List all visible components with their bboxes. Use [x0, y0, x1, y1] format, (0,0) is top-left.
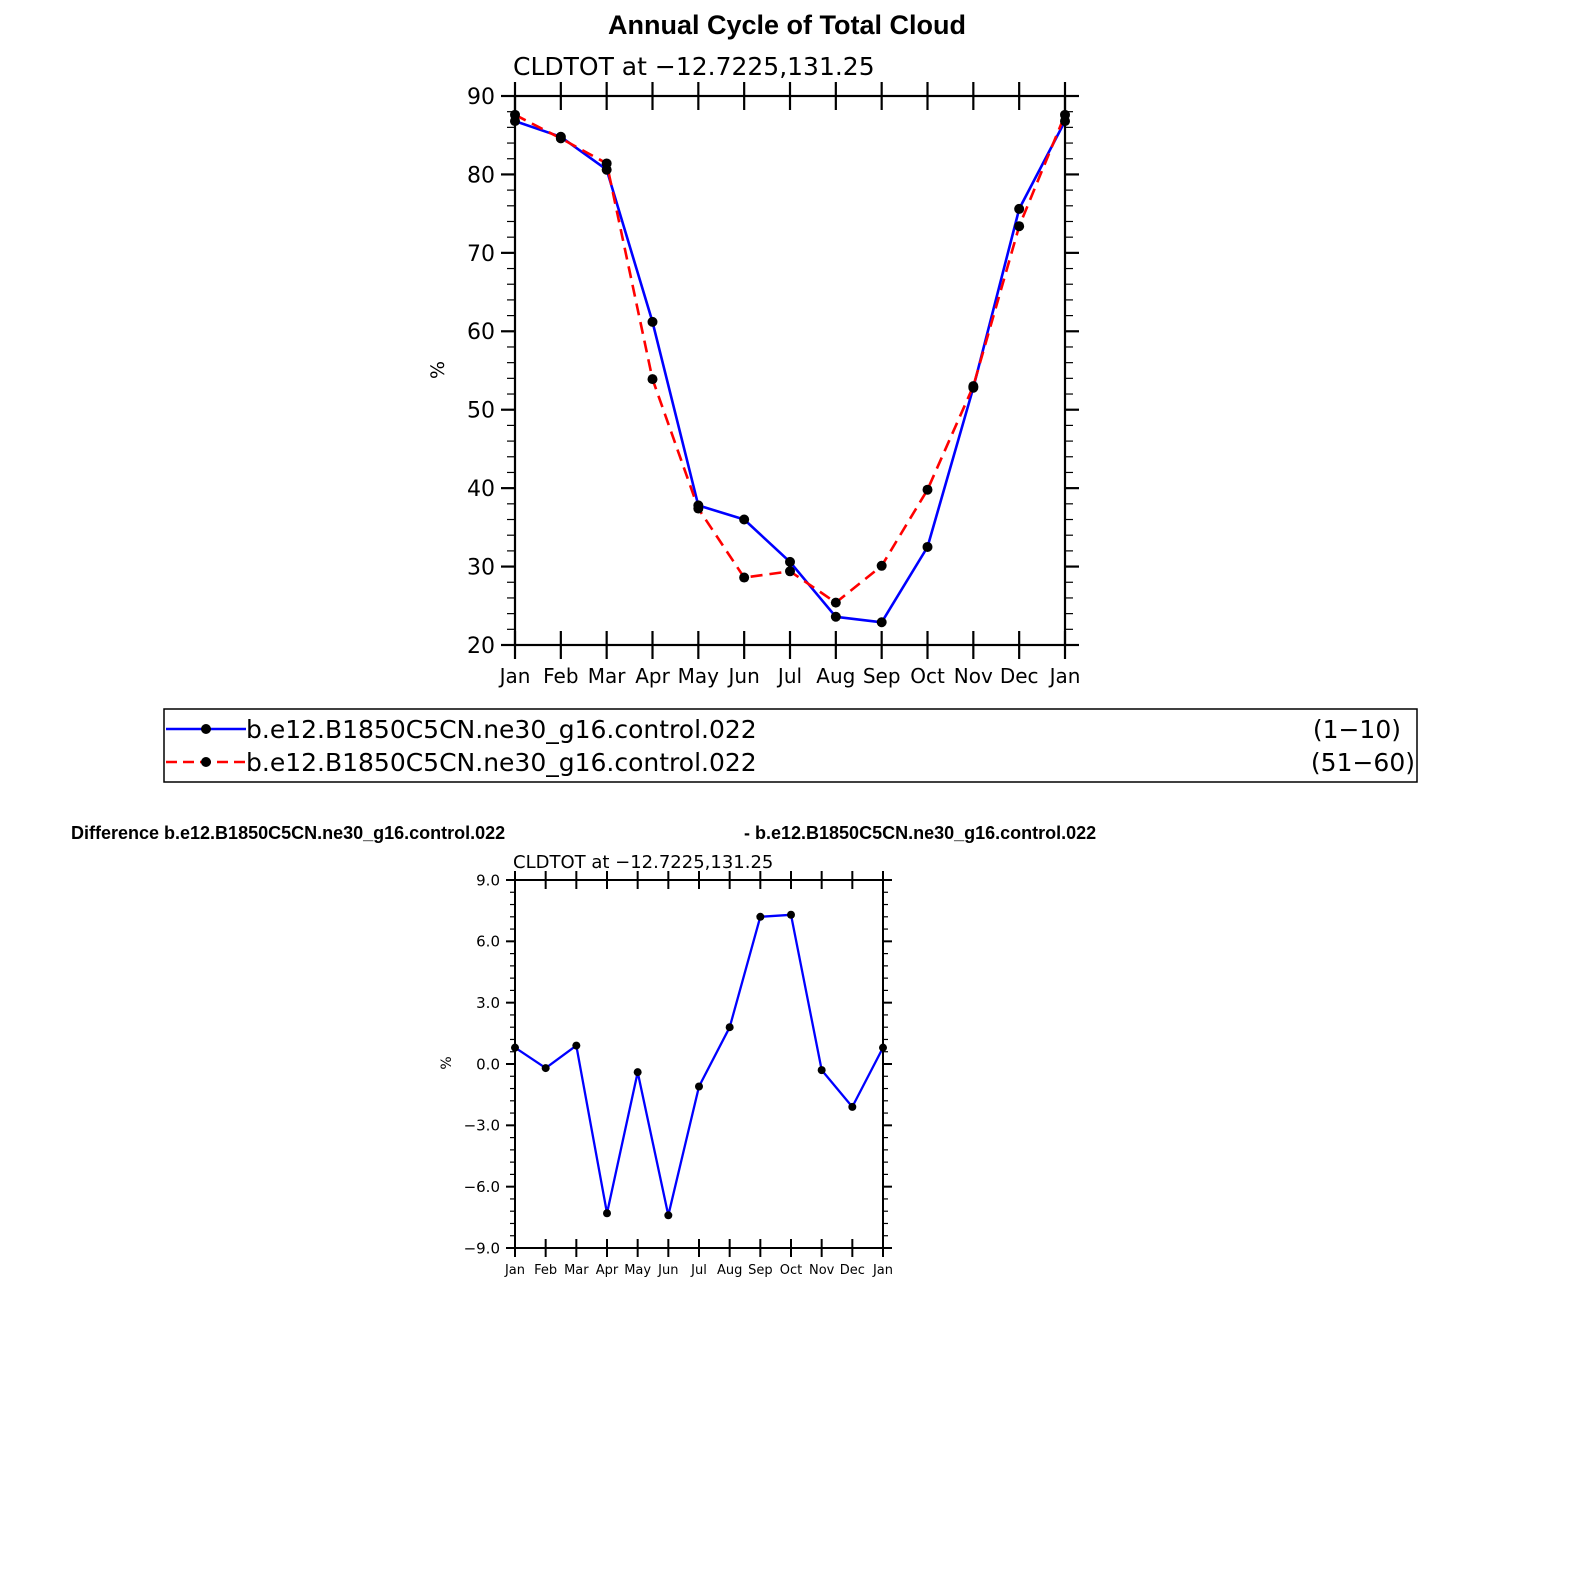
- chart1-xtick-label: Dec: [999, 664, 1039, 688]
- chart1-ytick-label: 50: [467, 398, 495, 424]
- chart2-xtick-label: Jan: [872, 1263, 894, 1278]
- chart2-frame: [515, 880, 883, 1248]
- chart2-xtick-label: May: [624, 1263, 652, 1278]
- chart1-series-1-point: [831, 612, 841, 622]
- chart2-xtick-label: Jan: [504, 1263, 526, 1278]
- chart2-series-1-point: [542, 1064, 550, 1072]
- chart1-series-2-point: [693, 504, 703, 514]
- chart1-xtick-label: Jan: [1049, 664, 1081, 688]
- chart2-series-1-point: [787, 911, 795, 919]
- chart2-series-1-point: [695, 1082, 703, 1090]
- chart2-series-1-point: [634, 1068, 642, 1076]
- chart2-series-1-point: [603, 1209, 611, 1217]
- chart1-xtick-label: Aug: [816, 664, 856, 688]
- chart2-xtick-label: Oct: [779, 1263, 803, 1278]
- annual-cycle-chart: [427, 52, 1080, 688]
- chart1-xtick-label: Nov: [953, 664, 993, 688]
- chart2-xtick-label: Dec: [839, 1263, 865, 1278]
- chart1-series-2-line: [515, 115, 1065, 603]
- chart1-xtick-label: Sep: [862, 664, 901, 688]
- chart2-series-1-line: [515, 915, 883, 1216]
- chart2-series-1-point: [664, 1211, 672, 1219]
- chart2-ytick-label: 9.0: [476, 871, 500, 890]
- diff-title-right: - b.e12.B1850C5CN.ne30_g16.control.022: [744, 823, 1097, 843]
- chart1-xtick-label: Oct: [910, 664, 945, 688]
- chart1-series-2-point: [923, 485, 933, 495]
- chart1-series-2-point: [877, 561, 887, 571]
- legend-range-2: (51−60): [1310, 748, 1415, 777]
- chart1-series-1-point: [877, 617, 887, 627]
- chart2-series-1-point: [726, 1023, 734, 1031]
- legend-label-1: b.e12.B1850C5CN.ne30_g16.control.022: [246, 715, 757, 744]
- chart1-series-2-point: [785, 566, 795, 576]
- chart2-xtick-label: Nov: [808, 1263, 835, 1278]
- chart1-series-1-point: [739, 515, 749, 525]
- chart2-subtitle: CLDTOT at −12.7225,131.25: [513, 852, 774, 873]
- chart1-series-2-point: [556, 133, 566, 143]
- chart2-ytick-label: 0.0: [476, 1055, 500, 1074]
- chart1-ytick-label: 70: [467, 241, 495, 267]
- chart1-xtick-label: Feb: [543, 664, 579, 688]
- chart1-xtick-label: Jun: [728, 664, 760, 688]
- chart2-series-1-point: [756, 913, 764, 921]
- chart1-subtitle: CLDTOT at −12.7225,131.25: [513, 52, 875, 81]
- chart2-series-1-point: [848, 1103, 856, 1111]
- legend-marker-1: [201, 724, 211, 734]
- chart1-xtick-label: May: [677, 664, 720, 688]
- chart2-xtick-label: Jun: [658, 1263, 679, 1278]
- chart2-series-1-point: [572, 1042, 580, 1050]
- chart2-ytick-label: −3.0: [463, 1116, 500, 1135]
- chart2-xtick-label: Mar: [564, 1263, 589, 1278]
- chart2-xtick-label: Aug: [716, 1263, 743, 1278]
- chart1-xtick-label: Apr: [635, 664, 670, 688]
- chart1-series-1-point: [785, 557, 795, 567]
- chart1-xtick-label: Jul: [777, 664, 803, 688]
- legend: [164, 709, 1417, 782]
- chart1-ytick-label: 80: [467, 163, 495, 189]
- chart2-ytick-label: 6.0: [476, 932, 500, 951]
- chart1-ytick-label: 30: [467, 555, 495, 581]
- chart1-xtick-label: Mar: [587, 664, 626, 688]
- chart2-series-1-point: [818, 1066, 826, 1074]
- chart1-ytick-label: 60: [467, 320, 495, 346]
- chart1-ylabel: %: [427, 360, 449, 380]
- chart2-xtick-label: Jul: [691, 1263, 707, 1278]
- chart2-xtick-label: Sep: [748, 1263, 773, 1278]
- chart1-ytick-label: 20: [467, 633, 495, 659]
- chart1-series-2-point: [648, 374, 658, 384]
- legend-marker-2: [201, 757, 211, 767]
- chart1-series-2-point: [831, 598, 841, 608]
- chart1-ytick-label: 40: [467, 477, 495, 503]
- legend-label-2: b.e12.B1850C5CN.ne30_g16.control.022: [246, 748, 757, 777]
- chart2-xtick-label: Apr: [595, 1263, 619, 1278]
- chart1-ytick-label: 90: [467, 84, 495, 110]
- difference-chart: [439, 852, 893, 1278]
- main-title: Annual Cycle of Total Cloud: [607, 10, 967, 40]
- chart1-series-1-point: [648, 317, 658, 327]
- chart1-series-1-point: [923, 542, 933, 552]
- chart1-series-2-point: [968, 381, 978, 391]
- chart1-series-2-point: [1014, 221, 1024, 231]
- legend-range-1: (1−10): [1312, 715, 1401, 744]
- chart2-ytick-label: −9.0: [463, 1239, 500, 1258]
- chart1-series-2-point: [739, 573, 749, 583]
- chart2-xtick-label: Feb: [534, 1263, 558, 1278]
- chart1-xtick-label: Jan: [499, 664, 531, 688]
- chart1-series-1-point: [1014, 204, 1024, 214]
- chart2-ylabel: %: [439, 1056, 455, 1070]
- diff-title-left: Difference b.e12.B1850C5CN.ne30_g16.control.022: [71, 823, 506, 843]
- chart1-series-2-point: [602, 158, 612, 168]
- chart2-ytick-label: −6.0: [463, 1178, 500, 1197]
- chart1-series-1-line: [515, 121, 1065, 622]
- chart2-ytick-label: 3.0: [476, 994, 500, 1013]
